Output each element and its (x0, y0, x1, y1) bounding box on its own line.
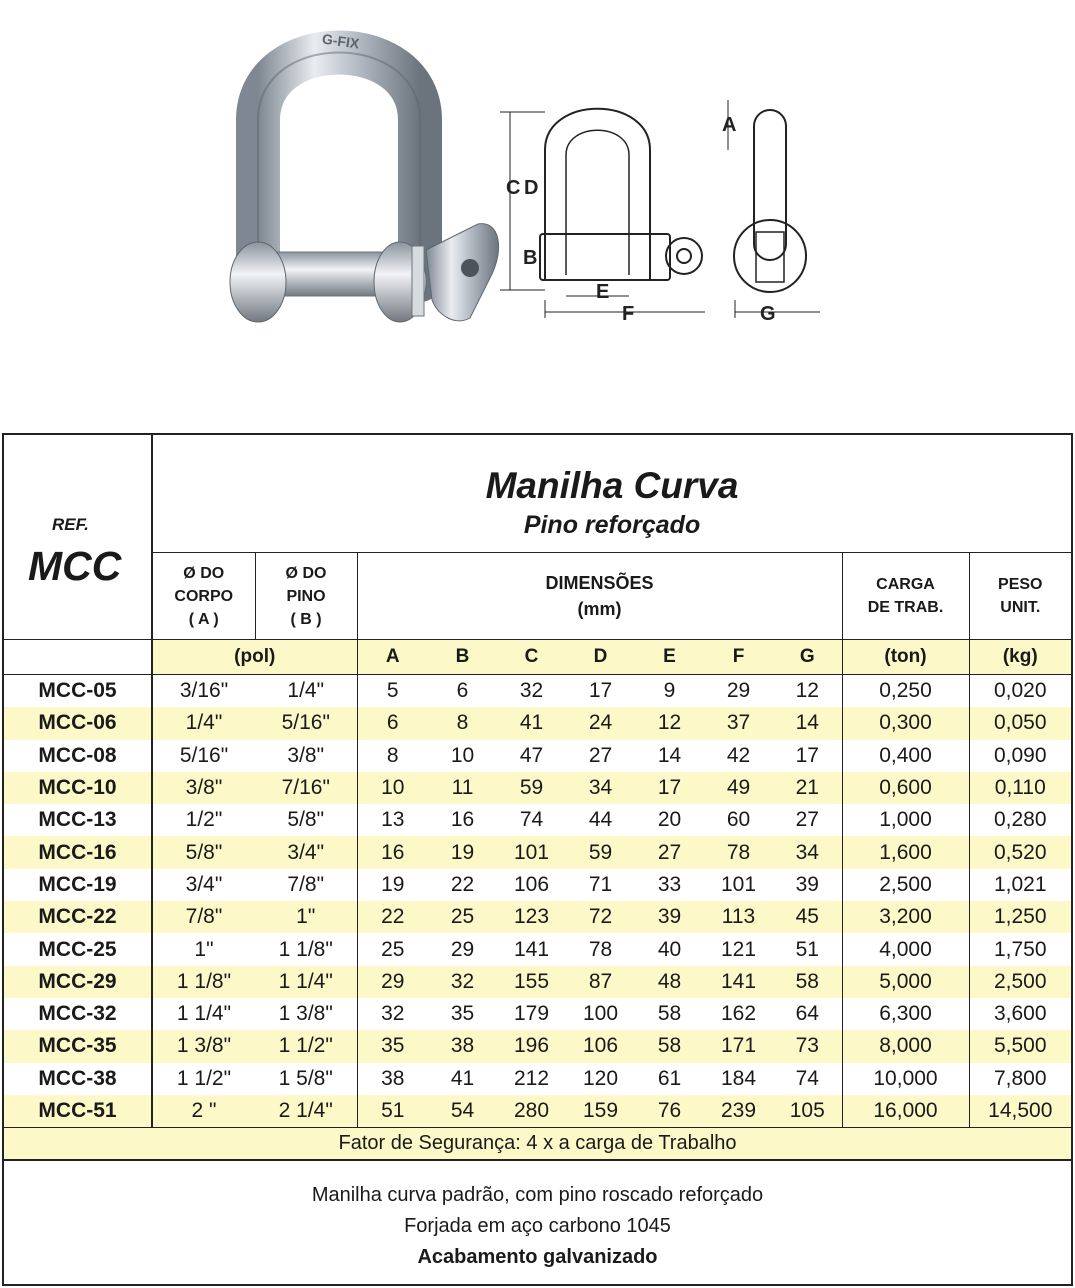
cell-peso: 0,110 (969, 772, 1071, 804)
cell-ref: MCC-22 (4, 901, 152, 933)
cell-carga: 10,000 (842, 1063, 969, 1095)
cell-d: 71 (588, 872, 613, 896)
cell-corpo: 2 " (152, 1095, 255, 1128)
cell-peso: 0,020 (993, 679, 1047, 703)
cell-d: 120 (582, 1066, 619, 1090)
cell-pino: 3/4" (255, 836, 357, 868)
safety-factor: Fator de Segurança: 4 x a carga de Trabalho (4, 1128, 1071, 1161)
cell-carga: 16,000 (842, 1095, 969, 1128)
cell-e: 17 (635, 772, 704, 804)
cell-pino: 3/8" (255, 740, 357, 772)
cell-e: 27 (635, 836, 704, 868)
dim-label-c: C (506, 177, 521, 199)
cell-a: 6 (357, 707, 428, 739)
cell-corpo: 1" (194, 937, 214, 961)
cell-ref: MCC-35 (4, 1030, 152, 1062)
table-row (4, 740, 1071, 772)
cell-e: 48 (635, 966, 704, 998)
cell-a: 29 (357, 966, 428, 998)
cell-d: 100 (582, 1002, 619, 1026)
cell-d: 17 (588, 679, 613, 703)
data-rows (4, 675, 1071, 1128)
cell-pino: 1/4" (255, 675, 357, 708)
cell-d: 59 (566, 836, 635, 868)
cell-d: 34 (566, 772, 635, 804)
table-row (4, 1030, 1071, 1062)
cell-corpo: 1 1/4" (176, 1002, 232, 1026)
cell-b: 10 (450, 743, 475, 767)
cell-ref: MCC-05 (4, 675, 152, 708)
ref-header (4, 435, 152, 640)
cell-corpo: 3/8" (152, 772, 255, 804)
cell-ref: MCC-19 (4, 869, 152, 901)
cell-d: 44 (588, 808, 613, 832)
cell-ref: MCC-32 (4, 998, 152, 1030)
cell-g: 17 (773, 740, 842, 772)
table-row (4, 1063, 1071, 1095)
ref-code: MCC (28, 543, 122, 589)
unit-letter-a: A (357, 640, 428, 675)
cell-f: 162 (720, 1002, 757, 1026)
cell-ref: MCC-25 (4, 933, 152, 965)
cell-c: 212 (513, 1066, 550, 1090)
units-row (4, 640, 1071, 675)
unit-kg: (kg) (969, 640, 1071, 675)
header-dimensoes: DIMENSÕES (mm) (357, 553, 842, 640)
cell-ref: MCC-38 (4, 1063, 152, 1095)
cell-g: 45 (773, 901, 842, 933)
cell-corpo: 5/8" (152, 836, 255, 868)
cell-b: 19 (428, 836, 497, 868)
cell-a: 8 (386, 743, 399, 767)
cell-g: 73 (773, 1030, 842, 1062)
cell-b: 25 (428, 901, 497, 933)
cell-g: 12 (773, 675, 842, 708)
shackle-drawings (0, 0, 1075, 400)
cell-corpo: 3/16" (179, 679, 229, 703)
cell-carga: 3,200 (842, 901, 969, 933)
cell-a: 13 (381, 808, 405, 832)
cell-a: 38 (381, 1066, 405, 1090)
unit-letter-e: E (635, 640, 704, 675)
cell-pino: 5/16" (255, 707, 357, 739)
cell-d: 27 (588, 743, 613, 767)
cell-corpo: 1 1/2" (176, 1066, 232, 1090)
note-description: Manilha curva padrão, com pino roscado reforçado (311, 1184, 764, 1206)
ref-label: REF. (52, 515, 89, 534)
cell-pino: 1 5/8" (255, 1063, 357, 1095)
header-carga: CARGA DE TRAB. (842, 553, 969, 640)
spec-table (2, 433, 1073, 1286)
dim-label-d: D (524, 177, 539, 199)
cell-pino: 1 1/4" (255, 966, 357, 998)
cell-b: 8 (428, 707, 497, 739)
table-row (4, 804, 1071, 836)
cell-g: 27 (773, 804, 842, 836)
cell-e: 20 (657, 808, 682, 832)
cell-carga: 1,600 (842, 836, 969, 868)
cell-carga: 0,600 (842, 772, 969, 804)
unit-letter-b: B (428, 640, 497, 675)
unit-pol: (pol) (152, 640, 357, 675)
cell-b: 22 (450, 872, 475, 896)
cell-pino: 7/8" (255, 869, 357, 901)
cell-ref: MCC-10 (4, 772, 152, 804)
cell-e: 58 (635, 1030, 704, 1062)
cell-b: 32 (428, 966, 497, 998)
cell-carga: 0,400 (842, 740, 969, 772)
cell-peso: 1,021 (993, 872, 1047, 896)
cell-peso: 1,750 (993, 937, 1047, 961)
cell-a: 35 (357, 1030, 428, 1062)
cell-corpo: 1 3/8" (152, 1030, 255, 1062)
cell-c: 155 (497, 966, 566, 998)
cell-a: 5 (386, 679, 399, 703)
cell-corpo: 5/16" (179, 743, 229, 767)
cell-c: 32 (519, 679, 544, 703)
cell-c: 106 (513, 872, 550, 896)
cell-g: 39 (773, 869, 842, 901)
cell-d: 159 (566, 1095, 635, 1128)
cell-carga: 6,300 (842, 998, 969, 1030)
cell-f: 78 (704, 836, 773, 868)
cell-carga: 0,300 (842, 707, 969, 739)
cell-e: 12 (635, 707, 704, 739)
cell-c: 179 (513, 1002, 550, 1026)
cell-peso: 0,520 (969, 836, 1071, 868)
cell-f: 113 (704, 901, 773, 933)
cell-c: 41 (497, 707, 566, 739)
cell-e: 39 (635, 901, 704, 933)
cell-b: 54 (428, 1095, 497, 1128)
cell-corpo: 1/2" (185, 808, 223, 832)
cell-a: 10 (357, 772, 428, 804)
unit-letter-d: D (566, 640, 635, 675)
cell-c: 196 (497, 1030, 566, 1062)
cell-pino: 1" (255, 901, 357, 933)
cell-f: 141 (704, 966, 773, 998)
cell-carga: 8,000 (842, 1030, 969, 1062)
cell-b: 29 (450, 937, 475, 961)
dimension-drawing-front (728, 100, 820, 318)
cell-ref: MCC-16 (4, 836, 152, 868)
cell-c: 280 (497, 1095, 566, 1128)
shackle-photo (230, 31, 499, 322)
table-row (4, 707, 1071, 739)
cell-c: 59 (497, 772, 566, 804)
cell-e: 33 (657, 872, 682, 896)
cell-d: 87 (566, 966, 635, 998)
cell-pino: 1 3/8" (255, 998, 357, 1030)
cell-c: 141 (513, 937, 550, 961)
cell-f: 37 (704, 707, 773, 739)
cell-ref: MCC-06 (4, 707, 152, 739)
unit-ton: (ton) (842, 640, 969, 675)
cell-f: 49 (704, 772, 773, 804)
cell-carga: 0,250 (842, 675, 969, 708)
cell-e: 14 (657, 743, 682, 767)
cell-e: 76 (635, 1095, 704, 1128)
cell-b: 38 (428, 1030, 497, 1062)
cell-pino: 2 1/4" (255, 1095, 357, 1128)
cell-g: 64 (773, 998, 842, 1030)
cell-pino: 7/16" (255, 772, 357, 804)
cell-corpo: 3/4" (185, 872, 223, 896)
cell-peso: 7,800 (993, 1066, 1047, 1090)
cell-carga: 5,000 (842, 966, 969, 998)
cell-pino: 5/8" (255, 804, 357, 836)
dim-label-g: G (760, 303, 776, 325)
cell-g: 105 (773, 1095, 842, 1128)
cell-a: 19 (381, 872, 405, 896)
cell-c: 74 (519, 808, 544, 832)
units-ref-blank (4, 640, 152, 675)
cell-e: 58 (657, 1002, 682, 1026)
header-diametro-corpo: Ø DO CORPO ( A ) (152, 553, 255, 640)
cell-corpo: 1/4" (152, 707, 255, 739)
cell-c: 47 (519, 743, 544, 767)
cell-f: 121 (720, 937, 757, 961)
dim-label-a: A (722, 114, 737, 136)
cell-ref: MCC-08 (4, 740, 152, 772)
cell-f: 42 (726, 743, 751, 767)
cell-g: 58 (773, 966, 842, 998)
note-material: Forjada em aço carbono 1045 (404, 1215, 671, 1237)
cell-carga: 4,000 (842, 933, 969, 965)
table-row (4, 675, 1071, 708)
cell-corpo: 7/8" (152, 901, 255, 933)
cell-d: 72 (566, 901, 635, 933)
cell-d: 106 (566, 1030, 635, 1062)
cell-f: 29 (726, 679, 751, 703)
cell-peso: 2,500 (969, 966, 1071, 998)
dim-label-f: F (622, 303, 635, 325)
cell-a: 22 (357, 901, 428, 933)
cell-b: 16 (450, 808, 475, 832)
cell-peso: 0,090 (993, 743, 1047, 767)
dim-label-e: E (596, 281, 610, 303)
cell-c: 101 (497, 836, 566, 868)
cell-g: 34 (773, 836, 842, 868)
unit-letter-c: C (497, 640, 566, 675)
cell-peso: 5,500 (969, 1030, 1071, 1062)
table-row (4, 998, 1071, 1030)
cell-peso: 0,280 (993, 808, 1047, 832)
cell-e: 40 (657, 937, 682, 961)
cell-g: 74 (773, 1063, 842, 1095)
cell-f: 101 (720, 872, 757, 896)
cell-ref: MCC-29 (4, 966, 152, 998)
product-notes (4, 1158, 1071, 1284)
cell-a: 16 (357, 836, 428, 868)
table-row (4, 772, 1071, 804)
cell-peso: 14,500 (969, 1095, 1071, 1128)
cell-ref: MCC-51 (4, 1095, 152, 1128)
cell-carga: 2,500 (842, 869, 969, 901)
cell-e: 61 (657, 1066, 682, 1090)
header-diametro-pino: Ø DO PINO ( B ) (255, 553, 357, 640)
cell-b: 11 (428, 772, 497, 804)
cell-g: 21 (773, 772, 842, 804)
unit-letter-g: G (773, 640, 842, 675)
cell-peso: 1,250 (969, 901, 1071, 933)
cell-a: 25 (381, 937, 405, 961)
note-finish: Acabamento galvanizado (417, 1246, 658, 1268)
cell-g: 14 (773, 707, 842, 739)
cell-b: 6 (456, 679, 469, 703)
cell-peso: 3,600 (993, 1002, 1047, 1026)
header-peso: PESO UNIT. (969, 553, 1071, 640)
table-row (4, 901, 1071, 933)
cell-corpo: 1 1/8" (152, 966, 255, 998)
cell-a: 32 (381, 1002, 405, 1026)
unit-letter-f: F (704, 640, 773, 675)
cell-f: 171 (704, 1030, 773, 1062)
cell-e: 9 (663, 679, 676, 703)
cell-peso: 0,050 (969, 707, 1071, 739)
cell-d: 78 (588, 937, 613, 961)
table-title: Manilha Curva (485, 465, 739, 506)
brand-mark: G-FIX (321, 30, 361, 52)
cell-pino: 1 1/8" (255, 933, 357, 965)
cell-f: 184 (720, 1066, 757, 1090)
spec-grid (4, 435, 1071, 1161)
safety-factor-row (4, 1128, 1071, 1161)
cell-ref: MCC-13 (4, 804, 152, 836)
cell-c: 123 (497, 901, 566, 933)
dim-label-b: B (523, 247, 538, 269)
cell-d: 24 (566, 707, 635, 739)
cell-f: 239 (704, 1095, 773, 1128)
cell-b: 35 (450, 1002, 475, 1026)
table-row (4, 836, 1071, 868)
cell-pino: 1 1/2" (255, 1030, 357, 1062)
cell-a: 51 (357, 1095, 428, 1128)
cell-b: 41 (450, 1066, 475, 1090)
cell-f: 60 (726, 808, 751, 832)
table-subtitle: Pino reforçado (523, 511, 701, 539)
product-illustration (0, 0, 1075, 400)
table-row (4, 869, 1071, 901)
table-row (4, 933, 1071, 965)
table-row (4, 966, 1071, 998)
table-row (4, 1095, 1071, 1128)
table-title-block (152, 435, 1071, 553)
cell-carga: 1,000 (842, 804, 969, 836)
cell-g: 51 (773, 933, 842, 965)
